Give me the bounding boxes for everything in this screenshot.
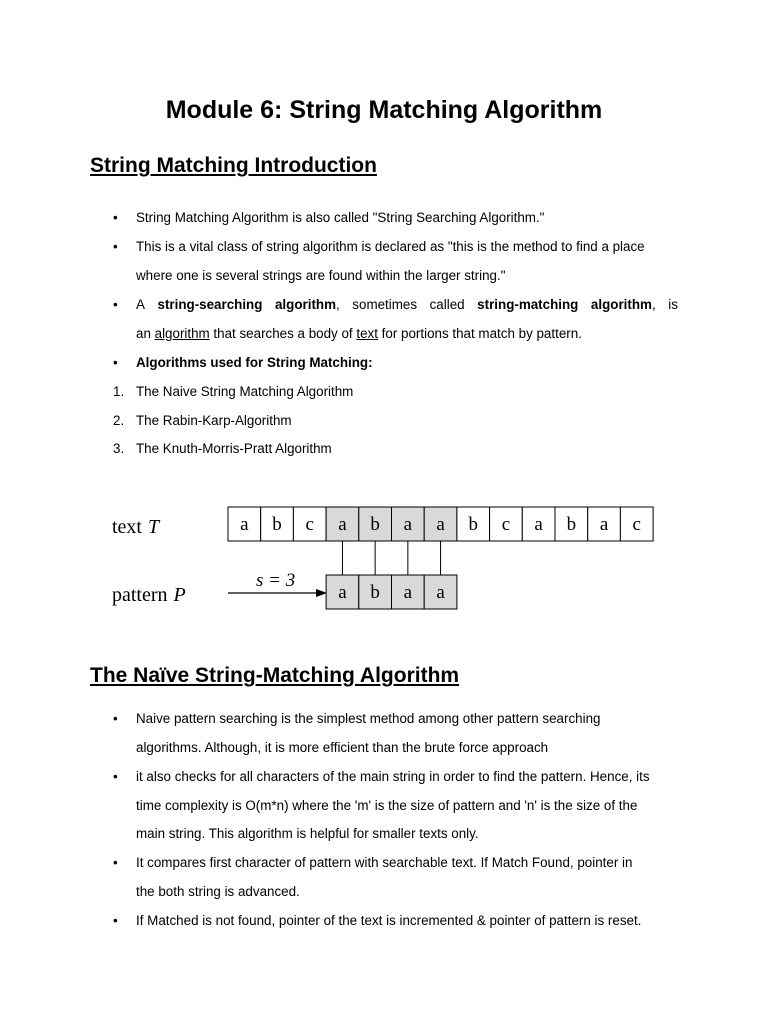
string-matching-figure [0, 490, 768, 630]
text-cell: a [240, 514, 249, 535]
bullet-icon: • [113, 711, 118, 726]
text-link[interactable]: text [356, 326, 378, 341]
word: , [651, 297, 656, 312]
text-cell: a [534, 514, 543, 535]
text-run: that searches a body of [209, 326, 357, 341]
list-item-text: time complexity is O(m*n) where the 'm' is the size of pattern and 'n' is the size of the [136, 798, 638, 813]
pattern-cell: a [436, 582, 445, 603]
list-item-text: The Knuth-Morris-Pratt Algorithm [136, 441, 332, 456]
list-item-text: Algorithms used for String Matching: [136, 355, 373, 370]
pattern-cell: a [403, 582, 413, 603]
text-cell: c [501, 514, 511, 535]
word: called [429, 297, 465, 312]
pattern-cell: b [370, 582, 380, 603]
shift-label: s = 3 [256, 570, 296, 591]
list-item-text [136, 319, 582, 348]
page-title: Module 6: String Matching Algorithm [165, 96, 603, 124]
intro-heading: String Matching Introduction [90, 154, 377, 177]
list-item [0, 762, 768, 848]
bullet-icon: • [113, 913, 118, 928]
text-cell: b [272, 514, 282, 535]
text-cells [228, 507, 653, 541]
bullet-icon: • [113, 210, 118, 225]
bold-term: string-matching [477, 297, 579, 312]
bullet-icon: • [113, 769, 118, 784]
naive-heading: The Naïve String-Matching Algorithm [90, 664, 460, 687]
text-cell: b [566, 514, 577, 535]
text-cell: a [403, 514, 413, 535]
word: A [136, 297, 145, 312]
list-item-text: The Naive String Matching Algorithm [136, 384, 354, 399]
text-cell: c [632, 514, 641, 535]
bold-term: algorithm [590, 297, 652, 312]
text-run: for portions that match by pattern. [377, 326, 582, 341]
list-item-text: It compares first character of pattern with searchable text. If Match Found, pointer in [136, 855, 633, 870]
list-number: 3. [113, 441, 125, 456]
naive-bullet-list [0, 704, 768, 935]
list-item [0, 406, 768, 435]
list-item-text: String Matching Algorithm is also called "String Searching Algorithm." [136, 210, 545, 225]
bullet-icon: • [113, 239, 118, 254]
algorithm-list [0, 377, 768, 463]
bullet-icon: • [113, 355, 118, 370]
bold-term: algorithm [274, 297, 336, 312]
list-number: 2. [113, 412, 125, 428]
justified-line [136, 290, 678, 319]
word: is [668, 297, 678, 312]
list-item [0, 906, 768, 935]
list-number: 1. [113, 384, 125, 399]
text-cell: b [468, 514, 478, 535]
pattern-label: pattern P [112, 584, 186, 606]
text-run: an [136, 326, 155, 341]
match-connectors [342, 541, 440, 575]
list-item-text: it also checks for all characters of the main string in order to find the pattern. Hence, its [136, 769, 650, 784]
list-item [0, 704, 768, 762]
pattern-cell: a [338, 582, 347, 603]
word: sometimes [352, 297, 418, 312]
list-item [0, 434, 768, 463]
list-item-text: main string. This algorithm is helpful for smaller texts only. [136, 826, 479, 841]
text-cell: b [370, 514, 380, 535]
word: , [336, 297, 340, 312]
list-item-text: This is a vital class of string algorithm is declared as "this is the method to find a place [136, 239, 645, 254]
list-item-text: If Matched is not found, pointer of the text is incremented & pointer of pattern is reset. [136, 913, 642, 928]
list-item-text: where one is several strings are found within the larger string." [136, 268, 506, 283]
list-item [0, 232, 768, 290]
text-cell: a [599, 514, 609, 535]
text-cell: a [338, 514, 347, 535]
bullet-icon: • [113, 855, 118, 870]
list-item-text: the both string is advanced. [136, 884, 300, 899]
bullet-icon: • [113, 297, 118, 312]
list-item [0, 348, 768, 377]
list-item [0, 290, 768, 348]
list-item-text: The Rabin-Karp-Algorithm [136, 412, 292, 428]
list-item [0, 848, 768, 906]
arrow-head-icon [316, 589, 327, 597]
list-item [0, 203, 768, 232]
bold-term: string-searching [157, 297, 263, 312]
pattern-cells [326, 575, 457, 609]
text-cell: c [305, 514, 314, 535]
text-cell: a [436, 514, 445, 535]
text-label: text T [112, 516, 160, 538]
list-item-text: algorithms. Although, it is more efficient than the brute force approach [136, 740, 549, 755]
algorithm-link[interactable]: algorithm [154, 326, 210, 341]
list-item-text: Naive pattern searching is the simplest method among other pattern searching [136, 711, 601, 726]
intro-bullet-list [0, 203, 768, 377]
list-item [0, 377, 768, 406]
